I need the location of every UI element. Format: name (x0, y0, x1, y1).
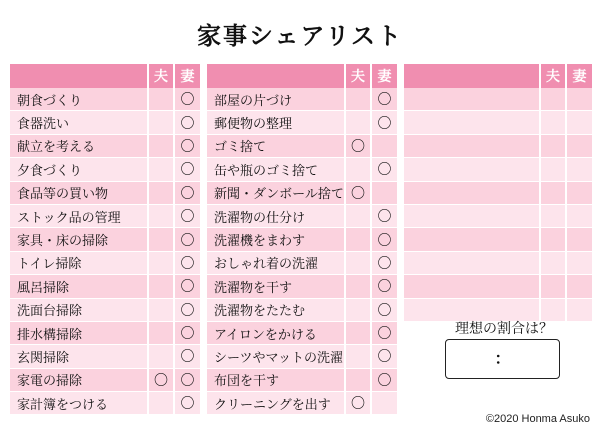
wife-mark: 〇 (174, 158, 200, 181)
wife-mark-blank[interactable] (566, 88, 592, 111)
table-row (10, 275, 200, 298)
table-row (207, 392, 397, 415)
wife-mark: 〇 (371, 345, 397, 368)
husband-mark (148, 204, 174, 227)
table-row (207, 88, 397, 111)
chore-name-blank[interactable] (404, 251, 540, 274)
wife-mark: 〇 (174, 275, 200, 298)
table-row (10, 228, 200, 251)
table-row (207, 181, 397, 204)
table-row (207, 134, 397, 157)
wife-mark: 〇 (371, 158, 397, 181)
chore-name: シーツやマットの洗濯 (207, 345, 345, 368)
chore-name: 食品等の買い物 (10, 181, 148, 204)
husband-header: 夫 (345, 64, 371, 88)
husband-mark (345, 158, 371, 181)
chore-table-2 (207, 64, 397, 415)
chore-name: アイロンをかける (207, 321, 345, 344)
chore-header (207, 64, 345, 88)
wife-mark-blank[interactable] (566, 158, 592, 181)
wife-mark: 〇 (174, 368, 200, 391)
ratio-label: 理想の割合は？ (455, 321, 553, 337)
husband-mark (148, 321, 174, 344)
chore-name: 布団を干す (207, 368, 345, 391)
wife-mark: 〇 (174, 111, 200, 134)
table-row (10, 368, 200, 391)
blank-row (404, 111, 592, 134)
table-row (207, 321, 397, 344)
chore-name-blank[interactable] (404, 88, 540, 111)
chore-name: 家具・床の掃除 (10, 228, 148, 251)
husband-mark (345, 321, 371, 344)
wife-mark: 〇 (371, 298, 397, 321)
wife-mark: 〇 (174, 298, 200, 321)
chore-table-3-blank (404, 64, 592, 322)
table-row (207, 345, 397, 368)
wife-mark: 〇 (174, 321, 200, 344)
husband-mark: 〇 (345, 392, 371, 415)
table-row (10, 392, 200, 415)
chore-name: 洗濯機をまわす (207, 228, 345, 251)
wife-mark-blank[interactable] (566, 204, 592, 227)
chore-name: 洗面台掃除 (10, 298, 148, 321)
table-row (10, 134, 200, 157)
wife-mark: 〇 (174, 181, 200, 204)
husband-mark: 〇 (345, 181, 371, 204)
chore-name-blank[interactable] (404, 134, 540, 157)
husband-mark-blank[interactable] (540, 111, 566, 134)
wife-mark-blank[interactable] (566, 111, 592, 134)
husband-mark (148, 111, 174, 134)
chore-name-blank[interactable] (404, 158, 540, 181)
table-row (207, 298, 397, 321)
table-row (10, 345, 200, 368)
husband-mark (148, 88, 174, 111)
husband-mark-blank[interactable] (540, 134, 566, 157)
wife-mark-blank[interactable] (566, 134, 592, 157)
wife-mark: 〇 (371, 275, 397, 298)
table-row (207, 275, 397, 298)
wife-mark: 〇 (371, 111, 397, 134)
husband-mark: 〇 (345, 134, 371, 157)
chore-name: 排水構掃除 (10, 321, 148, 344)
chore-name-blank[interactable] (404, 181, 540, 204)
chore-name: 風呂掃除 (10, 275, 148, 298)
chore-name: 缶や瓶のゴミ捨て (207, 158, 345, 181)
chore-name: 家計簿をつける (10, 392, 148, 415)
husband-mark (148, 298, 174, 321)
chore-name: 部屋の片づけ (207, 88, 345, 111)
husband-mark (345, 368, 371, 391)
blank-row (404, 251, 592, 274)
chore-name: 献立を考える (10, 134, 148, 157)
chore-name-blank[interactable] (404, 275, 540, 298)
husband-mark-blank[interactable] (540, 228, 566, 251)
wife-header: 妻 (371, 64, 397, 88)
wife-mark-blank[interactable] (566, 181, 592, 204)
wife-mark: 〇 (174, 204, 200, 227)
husband-mark (345, 111, 371, 134)
husband-mark-blank[interactable] (540, 204, 566, 227)
table-row (207, 204, 397, 227)
husband-mark-blank[interactable] (540, 181, 566, 204)
table-row (207, 368, 397, 391)
wife-header: 妻 (174, 64, 200, 88)
wife-header: 妻 (566, 64, 592, 88)
ratio-input-box[interactable]: ： (445, 339, 560, 379)
chore-name-blank[interactable] (404, 204, 540, 227)
table-row (10, 251, 200, 274)
husband-header: 夫 (148, 64, 174, 88)
table-row (10, 204, 200, 227)
husband-mark (345, 275, 371, 298)
table-row (207, 111, 397, 134)
husband-mark (148, 251, 174, 274)
husband-mark (148, 158, 174, 181)
chore-name: 家電の掃除 (10, 368, 148, 391)
wife-mark: 〇 (371, 204, 397, 227)
husband-mark (345, 298, 371, 321)
blank-row (404, 88, 592, 111)
husband-mark (345, 228, 371, 251)
wife-mark: 〇 (174, 134, 200, 157)
chore-header (404, 64, 540, 88)
husband-mark (148, 275, 174, 298)
table-row (10, 111, 200, 134)
chore-name: トイレ掃除 (10, 251, 148, 274)
wife-mark: 〇 (371, 321, 397, 344)
chore-name-blank[interactable] (404, 228, 540, 251)
husband-mark-blank[interactable] (540, 158, 566, 181)
table-row (207, 228, 397, 251)
table-row (10, 298, 200, 321)
chore-name: 郵便物の整理 (207, 111, 345, 134)
chore-name: 洗濯物を干す (207, 275, 345, 298)
blank-row (404, 158, 592, 181)
wife-mark-blank[interactable] (566, 228, 592, 251)
husband-mark (345, 88, 371, 111)
table-row (10, 321, 200, 344)
blank-row (404, 181, 592, 204)
chore-name: 洗濯物をたたむ (207, 298, 345, 321)
chore-name: 洗濯物の仕分け (207, 204, 345, 227)
chore-name: 朝食づくり (10, 88, 148, 111)
chore-name: 玄関掃除 (10, 345, 148, 368)
wife-mark: 〇 (174, 392, 200, 415)
husband-header: 夫 (540, 64, 566, 88)
chore-name: クリーニングを出す (207, 392, 345, 415)
wife-mark: 〇 (371, 368, 397, 391)
chore-name: おしゃれ着の洗濯 (207, 251, 345, 274)
husband-mark (148, 134, 174, 157)
wife-mark (371, 392, 397, 415)
wife-mark: 〇 (174, 345, 200, 368)
chore-name: 夕食づくり (10, 158, 148, 181)
husband-mark-blank[interactable] (540, 275, 566, 298)
chore-name: 食器洗い (10, 111, 148, 134)
table-row (207, 251, 397, 274)
wife-mark-blank[interactable] (566, 275, 592, 298)
wife-mark: 〇 (371, 251, 397, 274)
table-row (10, 181, 200, 204)
wife-mark: 〇 (174, 251, 200, 274)
chore-name: ストック品の管理 (10, 204, 148, 227)
table-row (207, 158, 397, 181)
blank-row (404, 275, 592, 298)
copyright-text: ©2020 Honma Asuko (485, 413, 590, 425)
table-row (10, 158, 200, 181)
chore-name-blank[interactable] (404, 111, 540, 134)
wife-mark: 〇 (174, 88, 200, 111)
chore-table-1 (10, 64, 200, 415)
husband-mark-blank[interactable] (540, 251, 566, 274)
husband-mark-blank[interactable] (540, 88, 566, 111)
wife-mark: 〇 (371, 88, 397, 111)
husband-mark (148, 181, 174, 204)
husband-mark (345, 345, 371, 368)
husband-mark (345, 251, 371, 274)
wife-mark (371, 134, 397, 157)
page-title: 家事シェアリスト (196, 22, 404, 50)
table-row (10, 88, 200, 111)
husband-mark (148, 228, 174, 251)
wife-mark: 〇 (174, 228, 200, 251)
wife-mark: 〇 (371, 228, 397, 251)
chore-header (10, 64, 148, 88)
blank-row (404, 204, 592, 227)
wife-mark-blank[interactable] (566, 298, 592, 321)
blank-row (404, 228, 592, 251)
chore-name: 新聞・ダンボール捨て (207, 181, 345, 204)
husband-mark (148, 345, 174, 368)
wife-mark-blank[interactable] (566, 251, 592, 274)
wife-mark (371, 181, 397, 204)
chore-name: ゴミ捨て (207, 134, 345, 157)
husband-mark: 〇 (148, 368, 174, 391)
husband-mark (345, 204, 371, 227)
blank-row (404, 134, 592, 157)
husband-mark (148, 392, 174, 415)
